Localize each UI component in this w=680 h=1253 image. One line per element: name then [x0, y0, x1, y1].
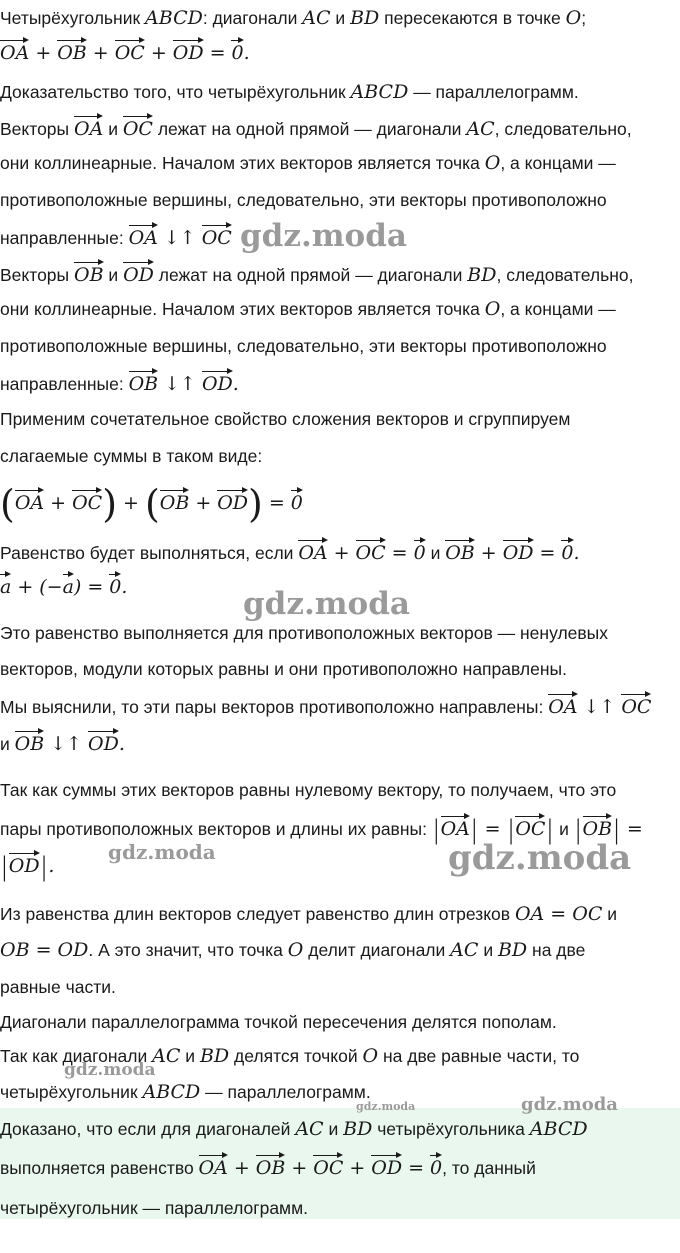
text-line: противоположные вершины, следовательно, эти векторы противоположно [0, 190, 607, 210]
text-line: Равенство будет выполняться, если OA + OC = 0 и OB + OD = 0. [0, 538, 580, 564]
watermark: gdz.moda [448, 838, 632, 878]
formula-line: |OD|. [0, 852, 55, 882]
text-line: направленные: OA ↓↑ OC [0, 223, 232, 249]
text-line: они коллинеарные. Началом этих векторов является точка O, а концами — [0, 298, 616, 320]
text-line: и OB ↓↑ OD. [0, 729, 125, 755]
text-line: Доказательство того, что четырёхугольник ABCD — параллелограмм. [0, 81, 579, 103]
text-line: слагаемые суммы в таком виде: [0, 446, 263, 466]
grouped-formula: (OA + OC) + (OB + OD) = 0 [0, 482, 303, 526]
text-line: Диагонали параллелограмма точкой пересечения делятся пополам. [0, 1012, 557, 1032]
text-line: они коллинеарные. Началом этих векторов является точка O, а концами — [0, 152, 616, 174]
text-line: Мы выяснили, то эти пары векторов противоположно направлены: OA ↓↑ OC [0, 692, 651, 718]
watermark: gdz.moda [521, 1094, 618, 1115]
watermark: gdz.moda [356, 1100, 416, 1113]
text-line: Из равенства длин векторов следует равенство длин отрезков OA = OC и [0, 903, 618, 925]
conclusion-line: выполняется равенство OA + OB + OC + OD = 0, то данный [0, 1153, 536, 1179]
text-line: четырёхугольник ABCD — параллелограмм. [0, 1081, 371, 1103]
text-line: Векторы OA и OC лежат на одной прямой — диагонали AC, следовательно, [0, 114, 632, 140]
text-line: OB = OD. А это значит, что точка O делит диагонали AC и BD на две [0, 939, 586, 961]
watermark: gdz.moda [243, 586, 410, 622]
text-line: Так как суммы этих векторов равны нулевому вектору, то получаем, что это [0, 780, 617, 800]
conclusion-line: Доказано, что если для диагоналей AC и BD четырёхугольника ABCD [0, 1118, 588, 1140]
formula-line: a + (−a) = 0. [0, 572, 127, 598]
watermark: gdz.moda [240, 218, 407, 254]
text-line: противоположные вершины, следовательно, эти векторы противоположно [0, 336, 607, 356]
text-line: Четырёхугольник ABCD: диагонали AC и BD пересекаются в точке O; [0, 7, 587, 29]
text-line: Так как диагонали AC и BD делятся точкой O на две равные части, то [0, 1045, 580, 1067]
formula-line: OA + OB + OC + OD = 0. [0, 38, 250, 64]
watermark: gdz.moda [108, 840, 216, 864]
text-line: направленные: OB ↓↑ OD. [0, 369, 239, 395]
text-line: равные части. [0, 977, 116, 997]
text-line: Это равенство выполняется для противоположных векторов — ненулевых [0, 623, 609, 643]
text-line: Применим сочетательное свойство сложения векторов и сгруппируем [0, 409, 571, 429]
text-line: Векторы OB и OD лежат на одной прямой — диагонали BD, следовательно, [0, 260, 633, 286]
conclusion-line: четырёхугольник — параллелограмм. [0, 1198, 308, 1218]
watermark: gdz.moda [64, 1060, 156, 1080]
text-line: векторов, модули которых равны и они противоположно направлены. [0, 659, 567, 679]
text-line: пары противоположных векторов и длины их равны: |OA| = |OC| и |OB| = [0, 815, 643, 845]
